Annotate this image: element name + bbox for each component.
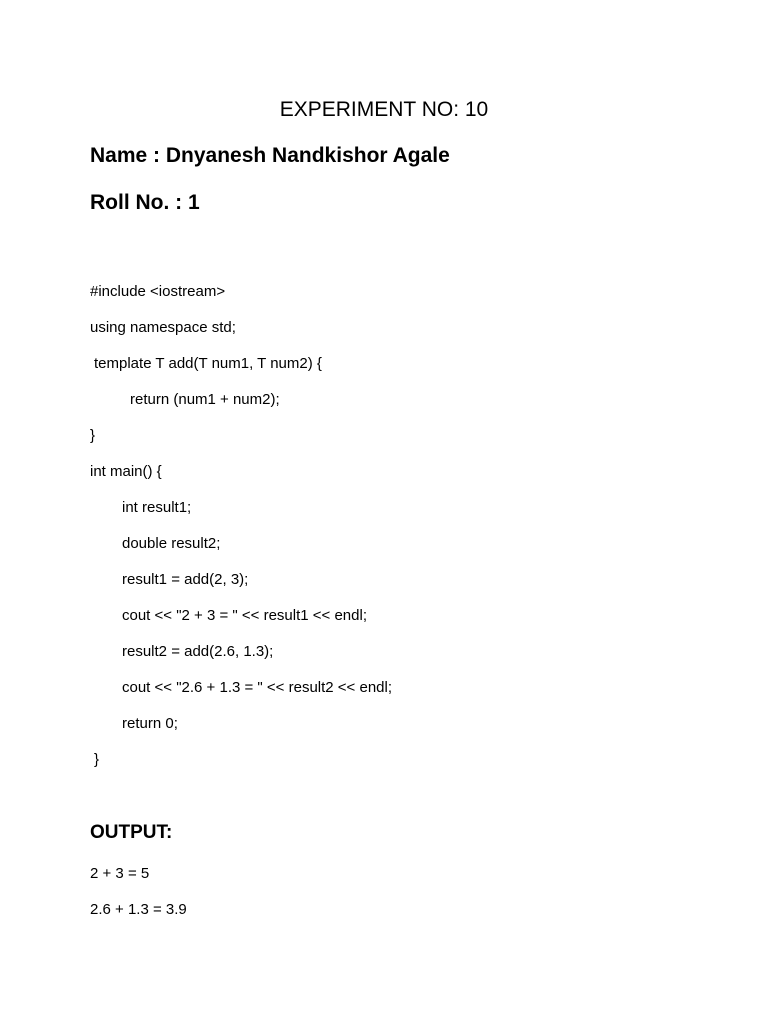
code-line: template T add(T num1, T num2) { (94, 355, 322, 372)
code-line: result2 = add(2.6, 1.3); (122, 643, 274, 660)
output-line: 2 + 3 = 5 (90, 865, 150, 882)
code-line: #include <iostream> (90, 283, 226, 300)
student-name: Name : Dnyanesh Nandkishor Agale (90, 144, 450, 167)
code-line: double result2; (122, 535, 221, 552)
code-line: int main() { (90, 463, 162, 480)
code-line: cout << "2.6 + 1.3 = " << result2 << endl; (122, 679, 393, 696)
code-line: result1 = add(2, 3); (122, 571, 249, 588)
output-heading: OUTPUT: (90, 822, 173, 843)
code-line: return (num1 + num2); (130, 391, 280, 408)
code-line: int result1; (122, 499, 192, 516)
experiment-title: EXPERIMENT NO: 10 (279, 98, 489, 121)
code-line: return 0; (122, 715, 178, 732)
code-line: cout << "2 + 3 = " << result1 << endl; (122, 607, 367, 624)
code-line: } (90, 427, 96, 444)
output-line: 2.6 + 1.3 = 3.9 (90, 901, 187, 918)
code-listing (90, 280, 730, 784)
code-line: } (94, 751, 100, 768)
output-listing (90, 862, 187, 934)
code-line: using namespace std; (90, 319, 236, 336)
roll-number: Roll No. : 1 (90, 191, 200, 214)
